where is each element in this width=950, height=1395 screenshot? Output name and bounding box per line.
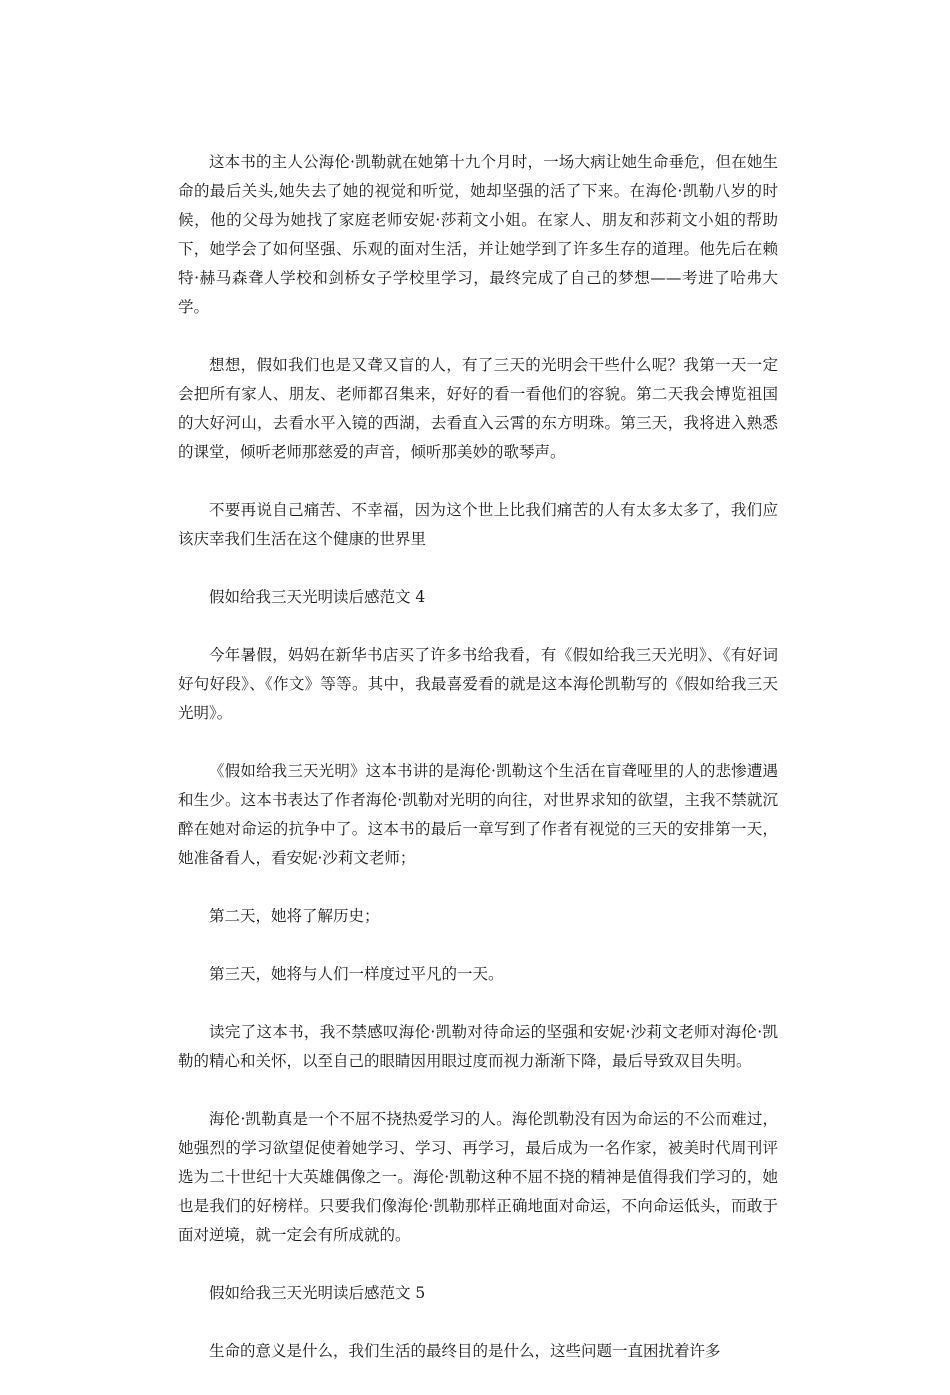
paragraph-third-day: 第三天，她将与人们一样度过平凡的一天。: [209, 965, 504, 983]
paragraph-role-model: 海伦·凯勒真是一个不屈不挠热爱学习的人。海伦凯勒没有因为命运的不公而难过，她强烈的学习欲望促使着她学习、学习、再学习，最后成为一名作家，被美时代周刊评选为二十世纪十大英雄偶像之一。海伦·凯勒这种不屈不挠的精神是值得我们学习的，她也是我们的好榜样。只要我们像海伦·凯勒那样正确地面对命运，不向命运低头，而敢于面对逆境，就一定会有所成就的。: [178, 1110, 778, 1244]
paragraph-after-reading: 读完了这本书，我不禁感叹海伦·凯勒对待命运的坚强和安妮·沙莉文老师对海伦·凯勒的精心和关怀，以至自己的眼睛因用眼过度而视力渐渐下降，最后导致双目失明。: [178, 1023, 778, 1070]
paragraph-three-days-imagination: 想想，假如我们也是又聋又盲的人，有了三天的光明会干些什么呢？我第一天一定会把所有家人、朋友、老师都召集来，好好的看一看他们的容貌。第二天我会博览祖国的大好河山，去看水平入镜的西湖，去看直入云霄的东方明珠。第三天，我将进入熟悉的课堂，倾听老师那慈爱的声音，倾听那美妙的歌琴声。: [178, 356, 778, 461]
paragraph-book-content: 《假如给我三天光明》这本书讲的是海伦·凯勒这个生活在盲聋哑里的人的悲惨遭遇和生少。这本书表达了作者海伦·凯勒对光明的向往，对世界求知的欲望，主我不禁就沉醉在她对命运的抗争中了。这本书的最后一章写到了作者有视觉的三天的安排第一天，她准备看人，看安妮·沙莉文老师；: [178, 762, 778, 867]
section-heading-sample-4: 假如给我三天光明读后感范文 4: [209, 588, 426, 606]
paragraph-helen-keller-biography: 这本书的主人公海伦·凯勒就在她第十九个月时，一场大病让她生命垂危，但在她生命的最后关头,她失去了她的视觉和听觉，她却坚强的活了下来。在海伦·凯勒八岁的时候，他的父母为她找了家庭老师安妮·莎莉文小姐。在家人、朋友和莎莉文小姐的帮助下，她学会了如何坚强、乐观的面对生活，并让她学到了许多生存的道理。他先后在赖特·赫马森聋人学校和剑桥女子学校里学习，最终完成了自己的梦想——考进了哈弗大学。: [178, 153, 778, 316]
paragraph-meaning-of-life: 生命的意义是什么，我们生活的最终目的是什么，这些问题一直困扰着许多: [209, 1342, 721, 1360]
paragraph-second-day: 第二天，她将了解历史；: [209, 907, 380, 925]
section-heading-sample-5: 假如给我三天光明读后感范文 5: [209, 1284, 426, 1302]
paragraph-summer-books: 今年暑假，妈妈在新华书店买了许多书给我看，有《假如给我三天光明》、《有好词好句好段》、《作文》等等。其中，我最喜爱看的就是这本海伦凯勒写的《假如给我三天光明》。: [178, 646, 778, 722]
document-body: [178, 148, 778, 1395]
paragraph-be-grateful: 不要再说自己痛苦、不幸福，因为这个世上比我们痛苦的人有太多太多了，我们应该庆幸我们生活在这个健康的世界里: [178, 501, 778, 548]
